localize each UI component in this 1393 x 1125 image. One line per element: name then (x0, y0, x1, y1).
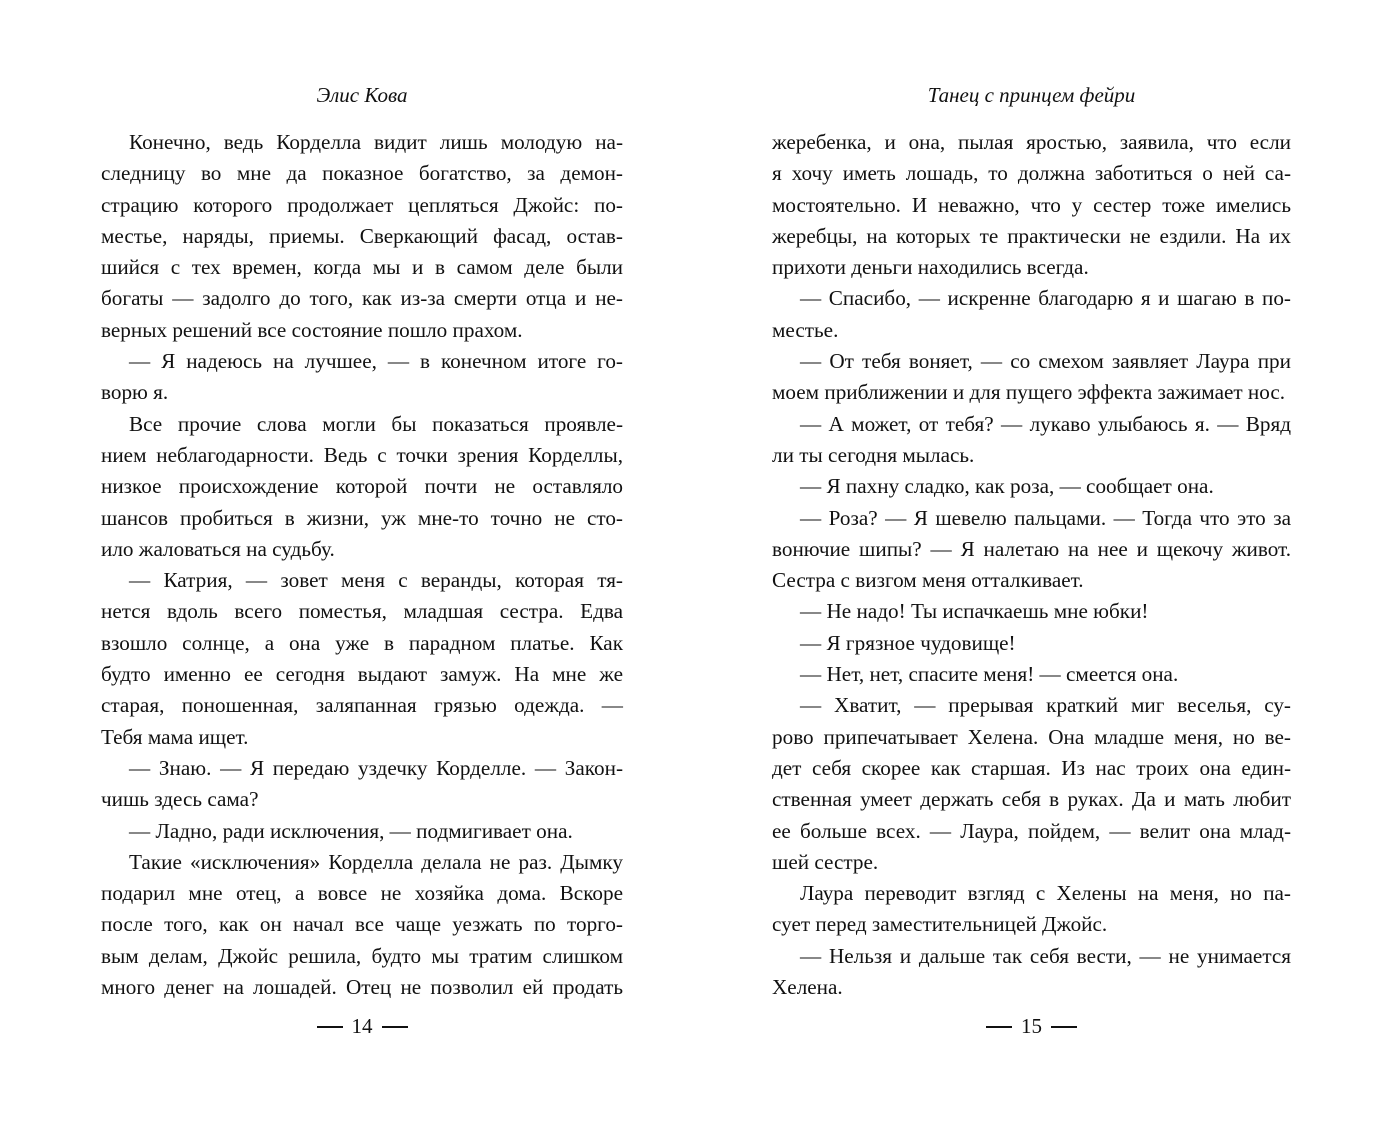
folio-dash-right (1051, 1026, 1077, 1028)
text-line: Все прочие слова могли бы показаться проявле- (129, 411, 623, 436)
text-line: — Спасибо, — искренне благодарю я и шагаю в по- (800, 286, 1291, 311)
page-number (772, 1011, 1291, 1041)
text-line: — Не надо! Ты испачкаешь мне юбки! (800, 599, 1149, 624)
text-line: шансов пробиться в жизни, уж мне-то точно не сто- (101, 505, 623, 530)
text-line: жеребенка, и она, пылая яростью, заявила, что если (772, 130, 1291, 154)
text-line: вым делам, Джойс решила, будто мы тратим слишком (101, 943, 623, 968)
text-line: Тебя мама ищет. (101, 724, 249, 749)
text-line: ли ты сегодня мылась. (772, 442, 975, 467)
text-line: — Хватит, — прерывая краткий миг веселья, су- (800, 693, 1291, 718)
text-line: дет себя скорее как старшая. Из нас троих она един- (772, 755, 1291, 780)
page-number-value: 15 (1021, 1014, 1042, 1038)
folio-dash-left (986, 1026, 1012, 1028)
text-line: вонючие шипы? — Я налетаю на нее и щекочу живот. (772, 536, 1291, 561)
text-line: рово припечатывает Хелена. Она младше меня, но ве- (772, 724, 1291, 749)
text-line: подарил мне отец, а вовсе не хозяйка дома. Вскоре (101, 881, 623, 906)
text-line: низкое происхождение которой почти не оставляло (101, 474, 623, 499)
text-line: Такие «исключения» Корделла делала не раз. Дымку (129, 849, 623, 874)
text-line: прихоти деньги находились всегда. (772, 255, 1089, 280)
running-head-title: Танец с принцем фейри (927, 83, 1136, 107)
body-text (772, 127, 1291, 1003)
folio-dash-left (317, 1026, 343, 1028)
text-line: следницу во мне да показное богатство, за демон- (101, 161, 623, 186)
text-line: нием неблагодарности. Ведь с точки зрения Корделлы, (101, 442, 623, 467)
text-line: моем приближении и для пущего эффекта зажимает нос. (772, 380, 1286, 405)
text-line: взошло солнце, а она уже в парадном платье. Как (101, 630, 623, 655)
left-page (101, 0, 623, 1125)
text-line: много денег на лошадей. Отец не позволил ей продать (101, 975, 623, 1000)
text-line: — Я пахну сладко, как роза, — сообщает она. (800, 474, 1214, 499)
text-line: — Нет, нет, спасите меня! — смеется она. (800, 662, 1179, 687)
folio-dash-right (382, 1026, 408, 1028)
running-head-author: Элис Кова (316, 83, 408, 107)
text-line: местье, наряды, приемы. Сверкающий фасад, остав- (101, 223, 623, 248)
text-line: ворю я. (101, 380, 169, 405)
text-line: — Я грязное чудовище! (800, 630, 1016, 655)
text-line: шей сестре. (772, 849, 879, 874)
text-line: мостоятельно. И неважно, что у сестер тоже имелись (772, 192, 1291, 217)
text-line: — Нельзя и дальше так себя вести, — не унимается (800, 943, 1291, 968)
text-line: после того, как он начал все чаще уезжать по торго- (101, 912, 623, 937)
text-line: ее больше всех. — Лаура, пойдем, — велит она млад- (772, 818, 1291, 843)
text-line: страцию которого продолжает цепляться Джойс: по- (101, 192, 623, 217)
text-line: ило жаловаться на судьбу. (101, 536, 335, 561)
text-line: сует перед заместительницей Джойс. (772, 912, 1108, 937)
page-number-value: 14 (351, 1014, 373, 1038)
text-line: шийся с тех времен, когда мы и в самом деле были (101, 255, 623, 280)
text-line: — Знаю. — Я передаю уздечку Корделле. — Закон- (129, 755, 623, 780)
text-line: — Катрия, — зовет меня с веранды, которая тя- (129, 568, 623, 593)
text-line: я хочу иметь лошадь, то должна заботиться о ней са- (772, 161, 1291, 186)
text-line: Хелена. (772, 975, 843, 1000)
text-line: — От тебя воняет, — со смехом заявляет Лаура при (800, 349, 1291, 374)
text-line: — Роза? — Я шевелю пальцами. — Тогда что это за (800, 505, 1291, 530)
text-line: верных решений все состояние пошло прахом. (101, 317, 523, 342)
page-number (101, 1011, 623, 1041)
text-line: Лаура переводит взгляд с Хелены на меня, но па- (800, 881, 1291, 906)
text-line: чишь здесь сама? (101, 787, 259, 812)
text-line: будто именно ее сегодня выдают замуж. На мне же (101, 662, 623, 687)
text-line: Конечно, ведь Корделла видит лишь молодую на- (129, 130, 623, 154)
text-line: — Ладно, ради исключения, — подмигивает она. (129, 818, 573, 843)
text-line: нется вдоль всего поместья, младшая сестра. Едва (101, 599, 623, 624)
text-line: Сестра с визгом меня отталкивает. (772, 568, 1084, 593)
body-text (101, 127, 623, 1003)
text-line: ственная умеет держать себя в руках. Да и мать любит (772, 787, 1291, 812)
text-line: местье. (772, 317, 839, 342)
text-line: жеребцы, на которых те практически не ездили. На их (772, 223, 1291, 248)
text-line: богаты — задолго до того, как из-за смерти отца и не- (101, 286, 623, 311)
text-line: — Я надеюсь на лучшее, — в конечном итоге го- (129, 349, 623, 374)
text-line: — А может, от тебя? — лукаво улыбаюсь я. — Вряд (800, 411, 1291, 436)
right-page (772, 0, 1291, 1125)
text-line: старая, поношенная, заляпанная грязью одежда. — (101, 693, 623, 718)
